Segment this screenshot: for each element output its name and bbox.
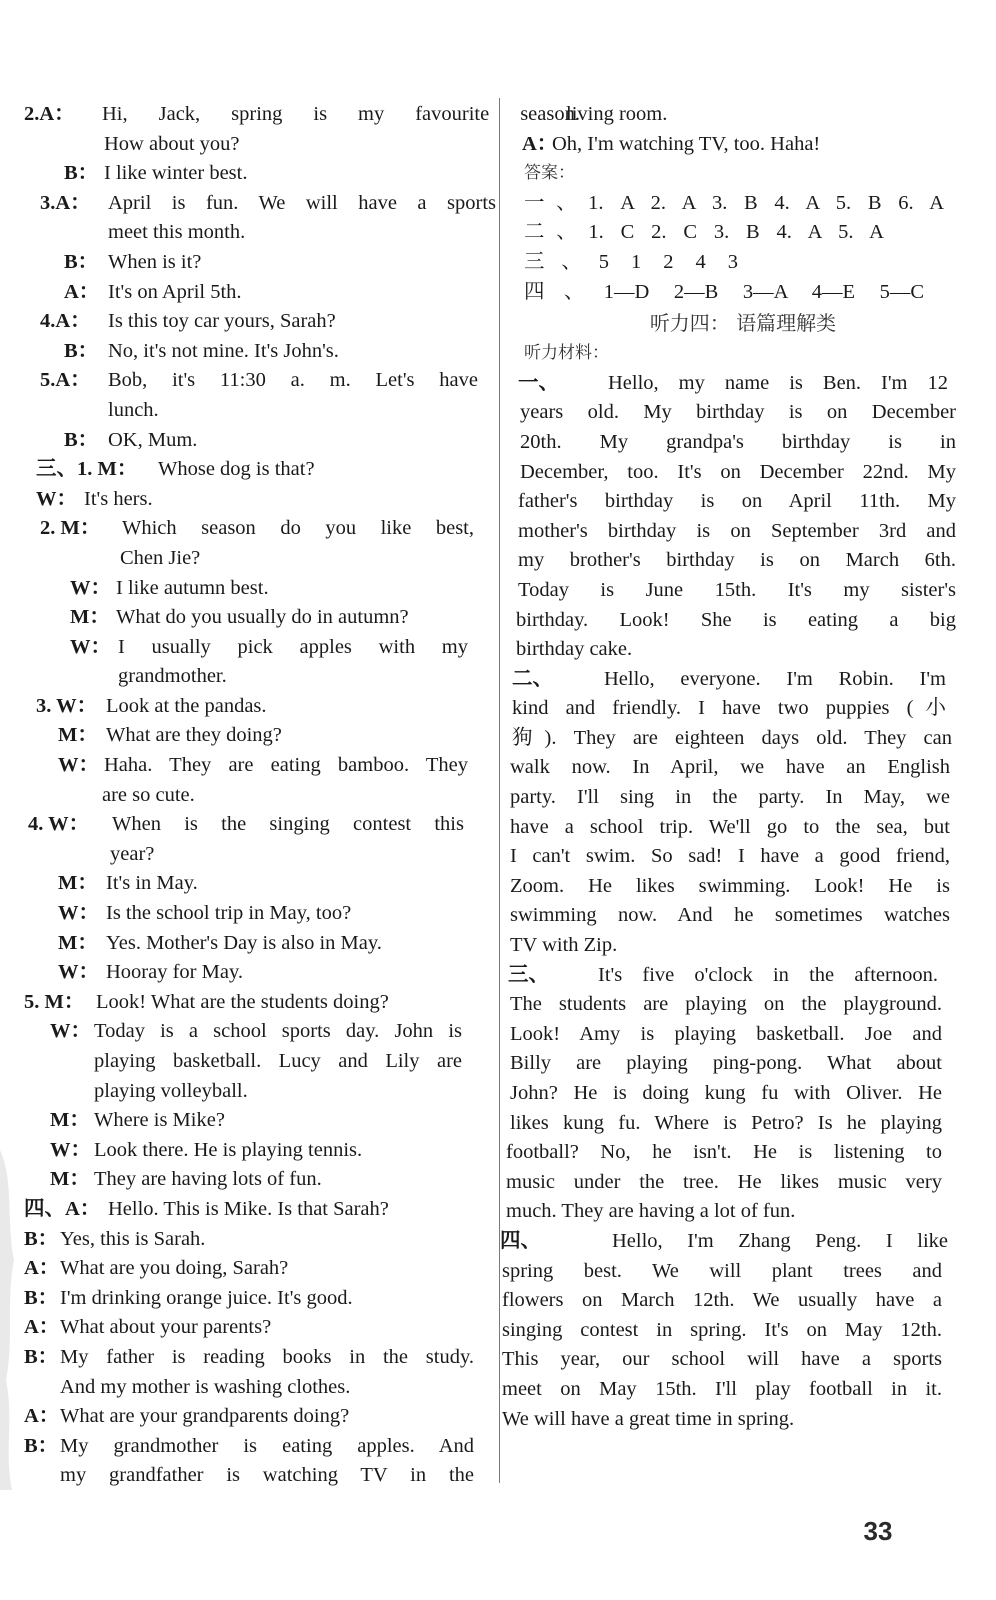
- text-line: [24, 485, 494, 515]
- line-text: are so cute.: [102, 783, 195, 806]
- line-text: When is the singing contest this: [112, 813, 464, 836]
- text-line: [502, 1316, 978, 1346]
- speaker-label: 四、: [500, 1229, 541, 1252]
- text-line: [24, 455, 494, 485]
- line-text: football? No, he isn't. He is listening to: [506, 1141, 942, 1164]
- text-line: [24, 721, 494, 751]
- text-line: [508, 1079, 978, 1109]
- section-heading: 听力四： 语篇理解类: [649, 311, 837, 336]
- line-text: It's on April 5th.: [108, 280, 242, 303]
- line-text: birthday cake.: [516, 638, 633, 661]
- text-line: [508, 1049, 978, 1079]
- line-text: spring best. We will plant trees and: [502, 1259, 942, 1282]
- text-line: [508, 724, 978, 754]
- speaker-label: M：: [50, 1168, 90, 1191]
- text-line: [24, 189, 494, 219]
- line-text: father's birthday is on April 11th. My: [518, 490, 956, 513]
- speaker-label: W：: [36, 487, 77, 510]
- text-line: [502, 1345, 978, 1375]
- text-line: [508, 813, 978, 843]
- text-line: [24, 692, 494, 722]
- line-text: Bob, it's 11:30 a. m. Let's have: [108, 369, 478, 392]
- text-line: [24, 278, 494, 308]
- line-text: meet this month.: [108, 221, 246, 244]
- line-text: OK, Mum.: [108, 428, 198, 451]
- text-line: [508, 428, 978, 458]
- speaker-label: W：: [58, 902, 99, 925]
- text-line: [508, 665, 978, 695]
- line-text: My father is reading books in the study.: [60, 1345, 474, 1368]
- text-line: [502, 1405, 978, 1435]
- text-line: [24, 426, 494, 456]
- text-line: [24, 307, 494, 337]
- line-text: Hello. This is Mike. Is that Sarah?: [108, 1197, 389, 1220]
- line-text: John? He is doing kung fu with Oliver. He: [510, 1082, 942, 1104]
- text-line: [24, 544, 494, 574]
- text-line: [24, 130, 494, 160]
- line-text: April is fun. We will have a sports: [108, 191, 496, 214]
- text-line: [508, 783, 978, 813]
- line-text: playing volleyball.: [94, 1079, 248, 1102]
- speaker-label: 三、: [508, 963, 549, 986]
- line-text: much. They are having a lot of fun.: [506, 1200, 796, 1223]
- line-text: Yes, this is Sarah.: [60, 1227, 206, 1250]
- text-line: [24, 337, 494, 367]
- line-text: Look there. He is playing tennis.: [94, 1138, 363, 1161]
- line-text: walk now. In April, we have an English: [510, 756, 950, 779]
- text-line: [508, 635, 978, 665]
- text-line: [508, 517, 978, 547]
- speaker-label: M：: [58, 724, 98, 747]
- line-text: They are having lots of fun.: [94, 1168, 322, 1191]
- speaker-label: W：: [58, 961, 99, 984]
- line-text: lunch.: [108, 398, 159, 421]
- line-text: mother's birthday is on September 3rd and: [518, 519, 956, 542]
- speaker-label: 3. W：: [36, 694, 98, 717]
- line-text: have a school trip. We'll go to the sea, but: [510, 815, 950, 838]
- line-text: Is this toy car yours, Sarah?: [108, 310, 336, 333]
- text-line: [508, 901, 978, 931]
- speaker-label: 5. M：: [24, 990, 85, 1013]
- text-line: [508, 1138, 978, 1168]
- line-text: I'm drinking orange juice. It's good.: [60, 1286, 353, 1309]
- text-line: [508, 130, 978, 160]
- line-text: birthday. Look! She is eating a big: [516, 608, 956, 631]
- text-line: [24, 1432, 494, 1462]
- line-text: Hello, I'm Zhang Peng. I like: [612, 1229, 948, 1252]
- line-text: 一、1. A 2. A 3. B 4. A 5. B 6. A: [524, 191, 944, 214]
- text-line: [24, 869, 494, 899]
- text-line: [508, 1109, 978, 1139]
- text-line: [24, 218, 494, 248]
- line-text: What are you doing, Sarah?: [60, 1257, 289, 1280]
- line-text: It's hers.: [84, 487, 153, 510]
- text-line: [24, 1343, 494, 1373]
- text-line: [24, 810, 494, 840]
- text-line: [508, 218, 978, 248]
- text-line: [24, 159, 494, 189]
- text-line: [508, 1197, 978, 1227]
- text-line: [24, 1077, 494, 1107]
- line-text: The students are playing on the playground.: [510, 993, 942, 1016]
- line-text: kind and friendly. I have two puppies (小: [512, 697, 946, 720]
- line-text: grandmother.: [118, 665, 227, 688]
- column-divider: [499, 98, 500, 1483]
- text-line: [500, 1227, 978, 1257]
- line-text: singing contest in spring. It's on May 12th.: [502, 1318, 942, 1341]
- text-line: [508, 606, 978, 636]
- line-text: my brother's birthday is on March 6th.: [518, 549, 956, 572]
- text-line: [502, 1286, 978, 1316]
- line-text: Billy are playing ping-pong. What about: [510, 1052, 942, 1075]
- line-text: Which season do you like best,: [122, 517, 474, 540]
- line-text: Look! Amy is playing basketball. Joe and: [510, 1022, 942, 1045]
- line-text: Today is a school sports day. John is: [94, 1020, 462, 1043]
- text-line: [508, 961, 978, 991]
- line-text: Look! What are the students doing?: [96, 990, 389, 1013]
- line-text: flowers on March 12th. We usually have a: [502, 1289, 942, 1312]
- line-text: year?: [110, 842, 155, 865]
- speaker-label: 3.A：: [40, 191, 91, 214]
- right-column: [500, 100, 978, 1434]
- line-text: Whose dog is that?: [158, 458, 315, 481]
- line-text: 答案：: [524, 163, 575, 184]
- speaker-label: B：: [24, 1286, 59, 1309]
- text-line: [24, 751, 494, 781]
- line-text: 20th. My grandpa's birthday is in: [520, 430, 956, 453]
- line-text: And my mother is washing clothes.: [60, 1375, 351, 1398]
- text-line: [24, 100, 580, 130]
- text-line: [24, 1284, 494, 1314]
- speaker-label: B：: [24, 1227, 59, 1250]
- text-line: [24, 781, 494, 811]
- line-text: Zoom. He likes swimming. Look! He is: [510, 874, 950, 897]
- speaker-label: A：: [24, 1257, 60, 1280]
- line-text: Hello, everyone. I'm Robin. I'm: [604, 667, 946, 690]
- text-line: [24, 1254, 494, 1284]
- text-line: [508, 248, 978, 278]
- text-line: [24, 603, 494, 633]
- line-text: party. I'll sing in the party. In May, we: [510, 786, 950, 809]
- text-line: [24, 1136, 494, 1166]
- speaker-label: 2. M：: [40, 517, 101, 540]
- line-text: Is the school trip in May, too?: [106, 902, 352, 925]
- line-text: Yes. Mother's Day is also in May.: [106, 931, 382, 954]
- line-text: 听力材料：: [524, 343, 609, 364]
- line-text: music under the tree. He likes music very: [506, 1170, 942, 1193]
- text-line: [24, 396, 494, 426]
- text-line: [508, 369, 978, 399]
- text-line: [24, 1461, 494, 1491]
- text-line: [24, 662, 494, 692]
- text-line: [24, 574, 494, 604]
- decorative-cartoon-edge: [0, 1150, 18, 1490]
- text-line: [24, 1402, 494, 1432]
- line-text: Hooray for May.: [106, 961, 244, 984]
- speaker-label: B：: [24, 1434, 59, 1457]
- speaker-label: 四、A：: [24, 1197, 101, 1220]
- text-line: [24, 248, 494, 278]
- text-line: [24, 988, 494, 1018]
- line-text: Hello, my name is Ben. I'm 12: [608, 371, 948, 394]
- text-line: [508, 842, 978, 872]
- line-text: This year, our school will have a sports: [502, 1348, 942, 1371]
- line-text: Oh, I'm watching TV, too. Haha!: [552, 132, 821, 155]
- text-line: [508, 278, 978, 308]
- text-line: [24, 929, 494, 959]
- text-line: [24, 1373, 494, 1403]
- text-line: [502, 1257, 978, 1287]
- speaker-label: B：: [64, 250, 99, 273]
- line-text: My grandmother is eating apples. And: [60, 1434, 474, 1457]
- speaker-label: A：: [24, 1405, 60, 1428]
- line-text: December, too. It's on December 22nd. My: [520, 460, 956, 483]
- line-text: Hi, Jack, spring is my favourite season.: [102, 103, 580, 125]
- text-line: [508, 189, 978, 219]
- text-line: [508, 487, 978, 517]
- text-line: [508, 872, 978, 902]
- line-text: It's in May.: [106, 872, 198, 895]
- line-text: I can't swim. So sad! I have a good friend,: [510, 845, 950, 868]
- speaker-label: 5.A：: [40, 369, 91, 392]
- text-line: [24, 958, 494, 988]
- line-text: I usually pick apples with my: [118, 635, 468, 658]
- text-line: [508, 753, 978, 783]
- line-text: Chen Jie?: [120, 546, 201, 569]
- text-line: [24, 1017, 494, 1047]
- line-text: living room.: [566, 103, 668, 125]
- text-line: [24, 1313, 494, 1343]
- text-line: [508, 100, 978, 130]
- speaker-label: W：: [50, 1020, 91, 1043]
- speaker-label: A：: [64, 280, 100, 303]
- text-line: [508, 398, 978, 428]
- section-label: [508, 339, 978, 369]
- speaker-label: M：: [50, 1109, 90, 1132]
- line-text: When is it?: [108, 250, 202, 273]
- speaker-label: W：: [58, 754, 99, 777]
- text-line: [24, 1165, 494, 1195]
- line-text: What about your parents?: [60, 1316, 272, 1339]
- line-text: It's five o'clock in the afternoon.: [598, 963, 938, 986]
- text-line: [24, 1047, 494, 1077]
- text-line: [508, 1020, 978, 1050]
- text-line: [24, 633, 494, 663]
- speaker-label: W：: [50, 1138, 91, 1161]
- text-line: [508, 546, 978, 576]
- speaker-label: W：: [70, 576, 111, 599]
- speaker-label: B：: [24, 1345, 59, 1368]
- section-label: [508, 159, 978, 189]
- line-text: likes kung fu. Where is Petro? Is he playing: [510, 1111, 942, 1134]
- line-text: What do you usually do in autumn?: [116, 606, 409, 629]
- text-line: [508, 576, 978, 606]
- line-text: Haha. They are eating bamboo. They: [104, 754, 468, 777]
- line-text: 四、1—D 2—B 3—A 4—E 5—C: [524, 280, 924, 303]
- text-line: [24, 514, 494, 544]
- line-text: I like winter best.: [104, 162, 248, 185]
- speaker-label: 二、: [512, 667, 553, 690]
- text-line: [508, 990, 978, 1020]
- line-text: What are your grandparents doing?: [60, 1405, 350, 1428]
- speaker-label: 三、1. M：: [36, 458, 138, 481]
- line-text: 二、1. C 2. C 3. B 4. A 5. A: [524, 221, 884, 244]
- speaker-label: 4.A：: [40, 310, 91, 333]
- line-text: Today is June 15th. It's my sister's: [518, 578, 956, 601]
- line-text: my grandfather is watching TV in the: [60, 1464, 474, 1487]
- text-line: [24, 899, 494, 929]
- line-text: No, it's not mine. It's John's.: [108, 339, 339, 362]
- line-text: playing basketball. Lucy and Lily are: [94, 1050, 462, 1072]
- line-text: What are they doing?: [106, 724, 282, 747]
- text-line: [502, 1375, 978, 1405]
- speaker-label: 2.A：: [24, 103, 75, 125]
- speaker-label: B：: [64, 428, 99, 451]
- line-text: 狗). They are eighteen days old. They can: [512, 726, 952, 749]
- text-line: [24, 840, 494, 870]
- text-line: [24, 1106, 494, 1136]
- line-text: swimming now. And he sometimes watches: [510, 904, 950, 927]
- line-text: Look at the pandas.: [106, 694, 267, 717]
- speaker-label: A：: [24, 1316, 60, 1339]
- text-line: [24, 1195, 494, 1225]
- speaker-label: W：: [70, 635, 111, 658]
- text-line: [508, 694, 978, 724]
- speaker-label: B：: [64, 339, 99, 362]
- line-text: years old. My birthday is on December: [520, 401, 956, 424]
- line-text: Where is Mike?: [94, 1109, 225, 1132]
- line-text: TV with Zip.: [510, 934, 618, 957]
- text-line: [508, 458, 978, 488]
- speaker-label: B：: [64, 162, 99, 185]
- line-text: 三、5 1 2 4 3: [524, 250, 738, 273]
- speaker-label: A：: [522, 132, 558, 155]
- line-text: meet on May 15th. I'll play football in it.: [502, 1377, 942, 1400]
- line-text: How about you?: [104, 132, 240, 155]
- speaker-label: 4. W：: [28, 813, 90, 836]
- text-line: [24, 366, 494, 396]
- line-text: We will have a great time in spring.: [502, 1407, 795, 1430]
- line-text: I like autumn best.: [116, 576, 269, 599]
- speaker-label: 一、: [518, 371, 559, 394]
- speaker-label: M：: [58, 872, 98, 895]
- text-line: [508, 1168, 978, 1198]
- text-line: [508, 931, 978, 961]
- text-line: [24, 1225, 494, 1255]
- page-number: 33: [863, 1516, 893, 1546]
- speaker-label: M：: [58, 931, 98, 954]
- speaker-label: M：: [70, 606, 110, 629]
